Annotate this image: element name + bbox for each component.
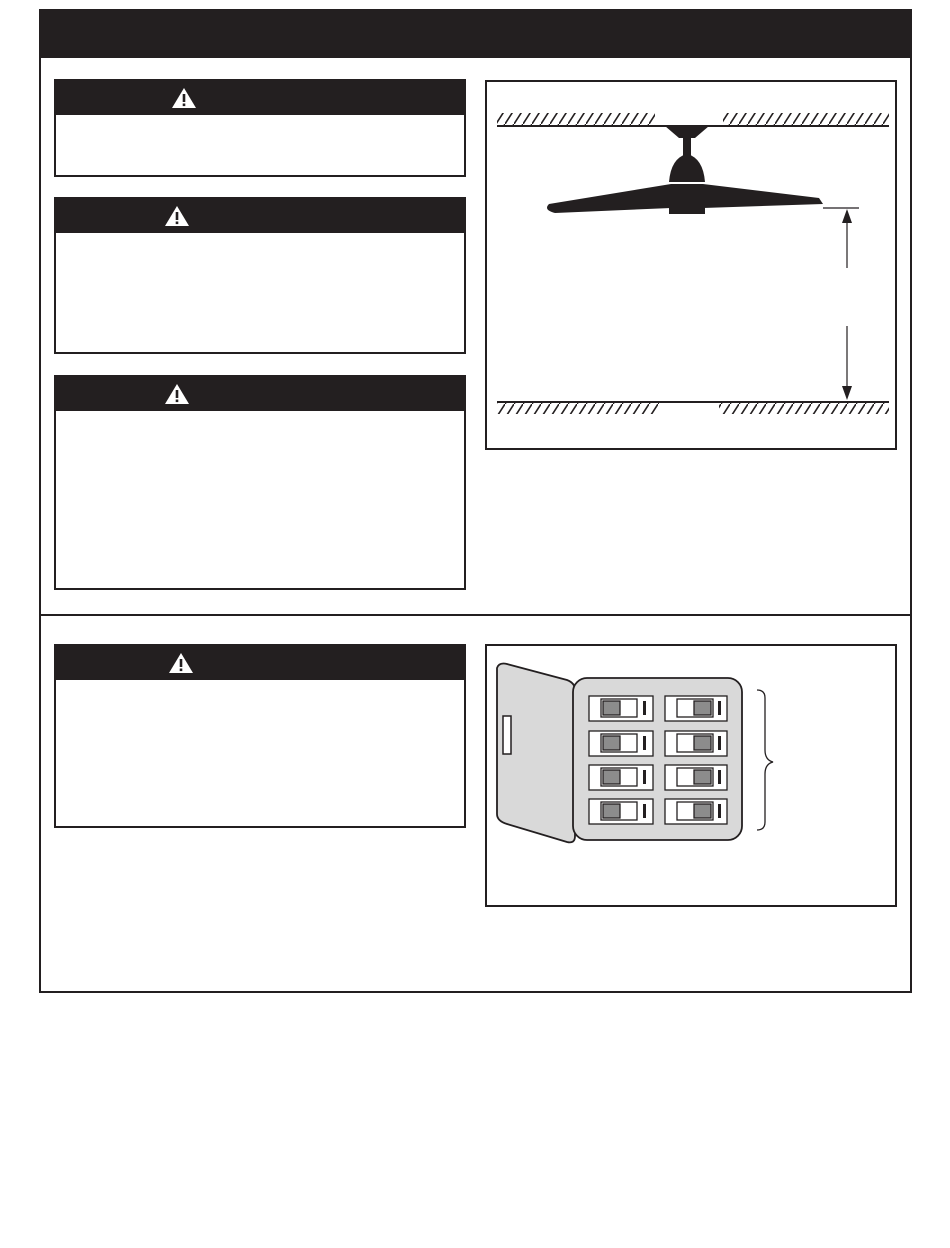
warning-header bbox=[56, 646, 464, 680]
breaker-panel-diagram bbox=[485, 644, 897, 907]
warning-triangle-icon bbox=[164, 383, 190, 405]
warning-header bbox=[56, 81, 464, 115]
warning-box-2 bbox=[54, 197, 466, 354]
warning-triangle-icon bbox=[164, 205, 190, 227]
warning-box-3 bbox=[54, 375, 466, 590]
section-header-bar bbox=[39, 9, 912, 58]
fan-clearance-diagram bbox=[485, 80, 897, 450]
warning-box-4 bbox=[54, 644, 466, 828]
warning-header bbox=[56, 377, 464, 411]
warning-box-1 bbox=[54, 79, 466, 177]
section-divider bbox=[39, 614, 912, 616]
ceiling-fan-silhouette bbox=[547, 126, 823, 214]
breaker-brace bbox=[757, 690, 773, 830]
floor bbox=[497, 402, 889, 414]
warning-triangle-icon bbox=[171, 87, 197, 109]
height-dimension-arrows bbox=[823, 208, 859, 400]
warning-triangle-icon bbox=[168, 652, 194, 674]
door-latch bbox=[503, 716, 511, 754]
ceiling bbox=[497, 113, 889, 126]
warning-header bbox=[56, 199, 464, 233]
